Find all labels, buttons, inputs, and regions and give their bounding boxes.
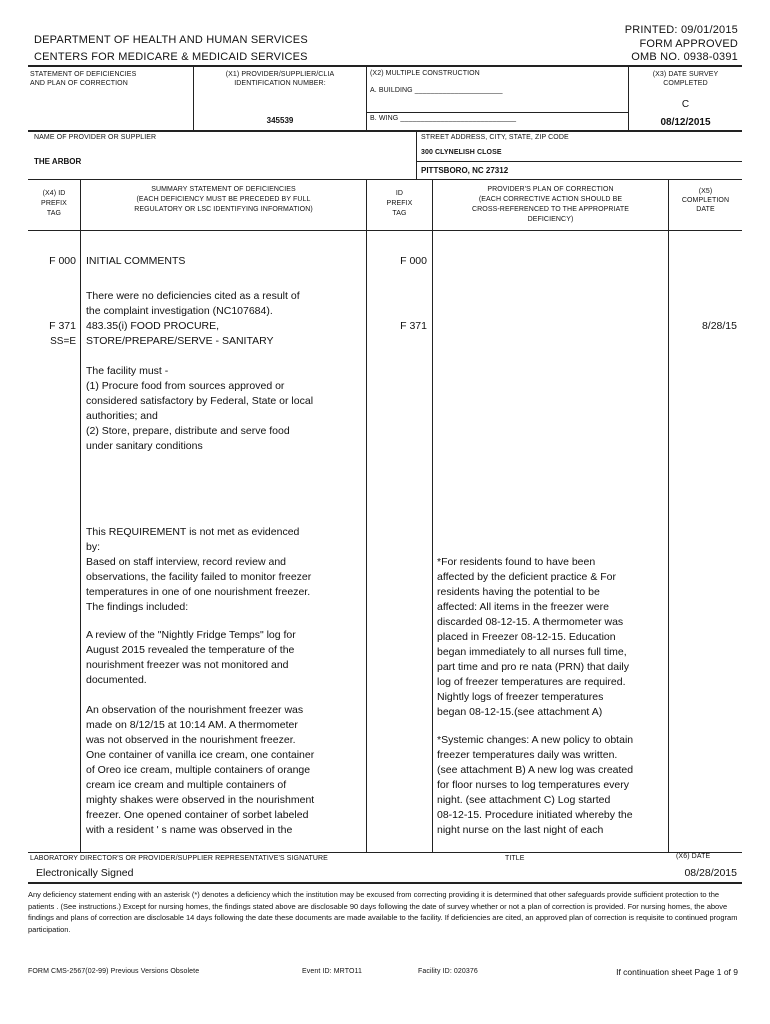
- no-deficiencies-text: There were no deficiencies cited as a result of the complaint investigation (NC107684).: [86, 290, 300, 317]
- title-label: TITLE: [505, 855, 525, 862]
- street-address: 300 CLYNELISH CLOSE: [421, 149, 502, 156]
- statement-label: STATEMENT OF DEFICIENCIES AND PLAN OF CORRECTION: [30, 71, 137, 87]
- tag-f371-left: F 371: [49, 320, 76, 332]
- director-signature-label: LABORATORY DIRECTOR'S OR PROVIDER/SUPPLIER REPRESENTATIVE'S SIGNATURE: [30, 855, 328, 862]
- facility-id: Facility ID: 020376: [418, 968, 478, 975]
- signature-date: 08/28/2015: [684, 867, 737, 879]
- agency-title: CENTERS FOR MEDICARE & MEDICAID SERVICES: [34, 51, 308, 63]
- initial-comments: INITIAL COMMENTS: [86, 255, 186, 267]
- wing-field: B. WING _____________________________: [370, 115, 517, 122]
- survey-completed-label: (X3) DATE SURVEY COMPLETED: [652, 71, 719, 87]
- plan-residents-text: *For residents found to have been affected by the deficient practice & For residents having the potential to be affected: All items in the freezer were discarded 08-12-15. A thermometer was placed in Freezer 08-12-15. Education began immediately to all nurses full time, part time and pro re nata (PRN) that daily log of freezer temperatures are required. Nightly logs of freezer temperatures began 08-12-15.(see attachment A): [437, 556, 630, 718]
- requirement-text: This REQUIREMENT is not met as evidenced by: Based on staff interview, record review and observations, the facility failed to monitor freezer temperatures in one of one nourishment freezer. The findings included:: [86, 526, 312, 613]
- tag-f000-right: F 000: [400, 255, 427, 267]
- x6-date-label: (X6) DATE: [676, 853, 711, 860]
- plan-systemic-text: *Systemic changes: A new policy to obtain freezer temperatures daily was written. (see attachment B) A new log was created for floor nurses to log temperatures every night. (see attachment C) Log started 08-12-15. Procedure initiated whereby the night nurse on the last night of each: [437, 734, 634, 836]
- omb-number: OMB NO. 0938-0391: [631, 51, 738, 63]
- printed-date: PRINTED: 09/01/2015: [624, 24, 738, 36]
- completion-date: 8/28/15: [701, 320, 737, 332]
- summary-statement-header: SUMMARY STATEMENT OF DEFICIENCIES (EACH DEFICIENCY MUST BE PRECEDED BY FULL REGULATORY OR LSC IDENTIFYING INFORMATION): [134, 186, 313, 213]
- survey-date: 08/12/2015: [660, 117, 711, 128]
- review-text: A review of the "Nightly Fridge Temps" log for August 2015 revealed the temperature of the nourishment freezer was not monitored and documented.: [86, 629, 296, 686]
- plan-of-correction-header: PROVIDER'S PLAN OF CORRECTION (EACH CORRECTIVE ACTION SHOULD BE CROSS-REFERENCED TO THE APPROPRIATE DEFICIENCY): [471, 186, 629, 223]
- provider-id: 345539: [266, 116, 294, 125]
- scope-severity: SS=E: [50, 336, 76, 347]
- disclaimer-text: Any deficiency statement ending with an asterisk (*) denotes a deficiency which the institution may be excused from correcting providing it is determined that other safeguards provide sufficient protection to the patients . (See instructions.) Except for nursing homes, the findings stated above are disclosable 90 days following the date of survey whether or not a plan of correction is provided. For nursing homes, the above findings and plans of correction are disclosable 14 days following the date these documents are made available to the facility. If deficiencies are cited, an approved plan of correction is requisite to continued program participation.: [28, 890, 738, 934]
- building-field: A. BUILDING ______________________: [370, 87, 503, 94]
- tag-f000-left: F 000: [49, 255, 76, 267]
- multiple-construction-label: (X2) MULTIPLE CONSTRUCTION: [370, 70, 480, 77]
- observation-text: An observation of the nourishment freezer was made on 8/12/15 at 10:14 AM. A thermometer was not observed in the nourishment freezer. One container of vanilla ice cream, one container of Oreo ice cream, multiple containers of orange cream ice cream and multiple containers of mighty shakes were observed in the nourishment freezer. One opened container of sorbet labeled with a resident ' s name was observed in the: [86, 704, 315, 836]
- city-state-zip: PITTSBORO, NC 27312: [421, 166, 509, 175]
- x5-completion-date-header: (X5) COMPLETION DATE: [681, 188, 730, 213]
- electronic-signature: Electronically Signed: [36, 867, 134, 879]
- address-label: STREET ADDRESS, CITY, STATE, ZIP CODE: [421, 134, 569, 141]
- x4-id-prefix-tag-header: (X4) ID PREFIX TAG: [41, 190, 67, 217]
- provider-id-label: (X1) PROVIDER/SUPPLIER/CLIA IDENTIFICATION NUMBER:: [225, 71, 335, 87]
- survey-letter: C: [681, 99, 690, 110]
- event-id: Event ID: MRTO11: [302, 968, 362, 975]
- department-title: DEPARTMENT OF HEALTH AND HUMAN SERVICES: [34, 34, 308, 46]
- tag-f371-right: F 371: [400, 320, 427, 332]
- id-prefix-tag-header: ID PREFIX TAG: [386, 190, 413, 217]
- page-number: If continuation sheet Page 1 of 9: [616, 967, 738, 977]
- regulation-title: 483.35(i) FOOD PROCURE, STORE/PREPARE/SERVE - SANITARY: [86, 320, 274, 347]
- facility-must-text: The facility must - (1) Procure food from sources approved or considered satisfactory by Federal, State or local authorities; and (2) Store, prepare, distribute and serve food under sanitary conditions: [86, 365, 314, 452]
- form-approved: FORM APPROVED: [639, 38, 738, 50]
- provider-name-label: NAME OF PROVIDER OR SUPPLIER: [34, 134, 157, 141]
- form-number: FORM CMS-2567(02-99) Previous Versions Obsolete: [28, 968, 200, 975]
- provider-name: THE ARBOR: [34, 157, 82, 166]
